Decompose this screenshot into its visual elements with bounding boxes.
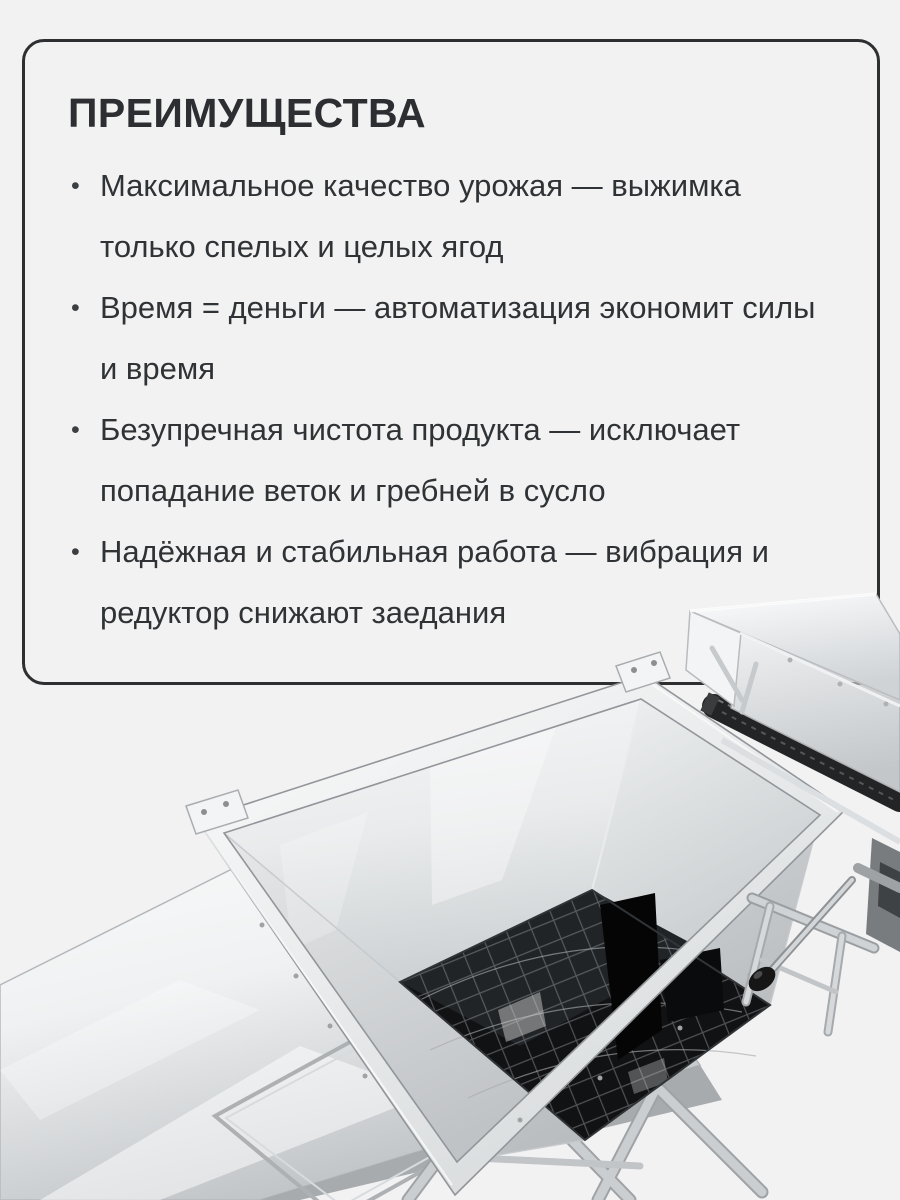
- advantage-text-line: Надёжная и стабильная работа — вибрация и: [100, 534, 769, 569]
- advantage-text-line: и время: [100, 351, 215, 386]
- bullet-dot: •: [71, 172, 80, 200]
- advantage-text-line: Безупречная чистота продукта — исключает: [100, 412, 741, 447]
- advantage-text-line: редуктор снижают заедания: [100, 595, 507, 630]
- bullet-dot: •: [71, 294, 80, 322]
- advantage-text-line: Время = деньги — автоматизация экономит силы: [100, 290, 816, 325]
- drive-gearbox: [858, 838, 900, 952]
- advantage-text-line: попадание веток и гребней в сусло: [100, 473, 606, 508]
- advantage-text-line: Максимальное качество урожая — выжимка: [100, 168, 741, 203]
- bullet-dot: •: [71, 416, 80, 444]
- card-title: ПРЕИМУЩЕСТВА: [68, 90, 427, 136]
- advantage-text-line: только спелых и целых ягод: [100, 229, 504, 264]
- bullet-dot: •: [71, 538, 80, 566]
